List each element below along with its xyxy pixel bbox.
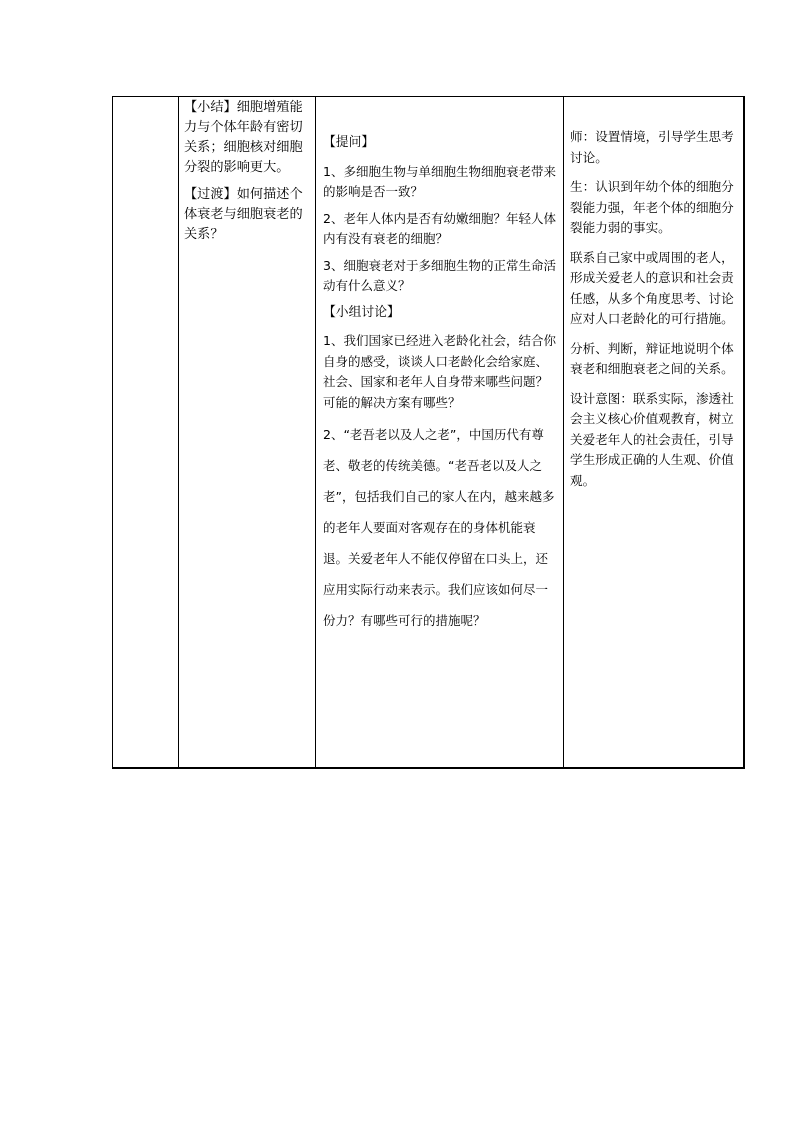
discussion-item-1: 1、我们国家已经进入老龄化社会，结合你自身的感受，谈谈人口老龄化会给家庭、社会、国家和老年人自身带来哪些问题？可能的解决方案有哪些？ xyxy=(323,333,556,410)
question-1: 1、多细胞生物与单细胞生物细胞衰老带来的影响是否一致？ xyxy=(323,163,556,199)
table-column-4 xyxy=(564,97,744,767)
analysis-activity: 分析、判断，辩证地说明个体衰老和细胞衰老之间的关系。 xyxy=(570,340,734,376)
table-column-1 xyxy=(113,97,179,767)
discussion-heading: 【小组讨论】 xyxy=(323,304,400,320)
question-3: 3、细胞衰老对于多细胞生物的正常生命活动有什么意义？ xyxy=(323,257,556,293)
transition-paragraph: 【过渡】如何描述个体衰老与细胞衰老的关系？ xyxy=(184,187,303,242)
connect-activity: 联系自己家中或周围的老人，形成关爱老人的意识和社会责任感，从多个角度思考、讨论应对人口老龄化的可行措施。 xyxy=(570,249,734,326)
lesson-plan-table xyxy=(112,96,745,769)
column-4-content xyxy=(570,127,742,500)
summary-paragraph: 【小结】细胞增殖能力与个体年龄有密切关系；细胞核对细胞分裂的影响更大。 xyxy=(184,100,303,175)
column-3-content xyxy=(323,133,559,636)
table-column-3 xyxy=(316,97,564,767)
teacher-activity: 师：设置情境，引导学生思考讨论。 xyxy=(570,129,734,165)
design-intent: 设计意图：联系实际，渗透社会主义核心价值观教育，树立关爱老年人的社会责任，引导学生形成正确的人生观、价值观。 xyxy=(570,390,734,488)
table-column-2 xyxy=(179,97,316,767)
ask-heading: 【提问】 xyxy=(323,135,375,150)
student-activity: 生：认识到年幼个体的细胞分裂能力强，年老个体的细胞分裂能力弱的事实。 xyxy=(570,179,734,235)
question-2: 2、老年人体内是否有幼嫩细胞？年轻人体内有没有衰老的细胞？ xyxy=(323,210,556,246)
discussion-item-2: 2、“老吾老以及人之老”，中国历代有尊老、敬老的传统美德。“老吾老以及人之老”，包括我们自己的家人在内，越来越多的老年人要面对客观存在的身体机能衰退。关爱老年人不能仅停留在口头上，还应用实际行动来表示。我们应该如何尽一份力？有哪些可行的措施呢？ xyxy=(323,427,555,628)
column-2-content xyxy=(184,98,310,252)
